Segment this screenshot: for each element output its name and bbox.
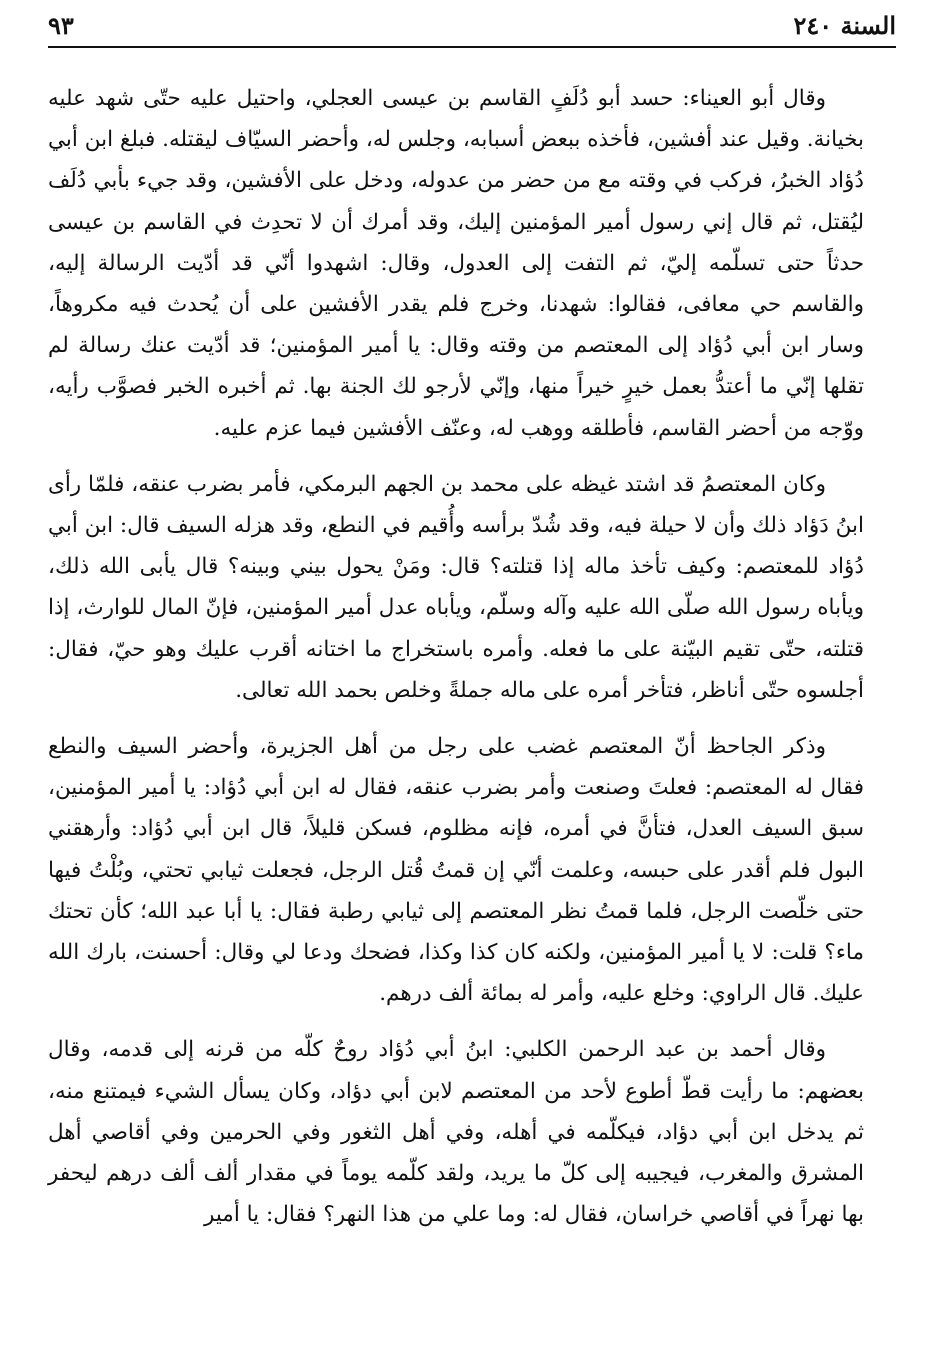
paragraph: وذكر الجاحظ أنّ المعتصم غضب على رجل من أهل الجزيرة، وأحضر السيف والنطع فقال له المعتصم: فعلتَ وصنعت وأمر بضرب عنقه، فقال له ابن أبي دُؤاد: يا أمير المؤمنين، سبق السيف العدل، فتأنَّ في أمره، فإنه مظلوم، فسكن قليلاً، قال ابن أبي دُؤاد: وأرهقني البول فلم أقدر على حبسه، وعلمت أنّي إن قمتُ قُتل الرجل، فجعلت ثيابي تحتي، وبُلْتُ فيها حتى خلّصت الرجل، فلما قمتُ نظر المعتصم إلى ثيابي رطبة فقال: يا أبا عبد الله؛ كأن تحتك ماء؟ قلت: لا يا أمير المؤمنين، ولكنه كان كذا وكذا، فضحك ودعا لي وقال: أحسنت، بارك الله عليك. قال الراوي: وخلع عليه، وأمر له بمائة ألف درهم. [48, 734, 864, 1007]
running-title: السنة ٢٤٠ [793, 10, 896, 40]
header-rule [48, 46, 896, 48]
body-text [48, 78, 864, 1235]
page-number: ٩٣ [48, 10, 74, 40]
page-header [48, 4, 896, 46]
paragraph: وقال أبو العيناء: حسد أبو دُلَفٍ القاسم بن عيسى العجلي، واحتيل عليه حتّى شهد عليه بخيانة. وقيل عند أفشين، فأخذه ببعض أسبابه، وجلس له، وأحضر السيّاف ليقتله. فبلغ ابن أبي دُؤاد الخبرُ، فركب في وقته مع من حضر من عدوله، ودخل على الأفشين، وقد جيء بأبي دُلَف ليُقتل، ثم قال إني رسول أمير المؤمنين إليك، وقد أمرك أن لا تحدِث في القاسم بن عيسى حدثاً حتى تسلّمه إليّ، ثم التفت إلى العدول، وقال: اشهدوا أنّي قد أدّيت الرسالة إليه، والقاسم حي معافى، فقالوا: شهدنا، وخرج فلم يقدر الأفشين على أن يُحدث فيه مكروهاً، وسار ابن أبي دُؤاد إلى المعتصم من وقته وقال: يا أمير المؤمنين؛ قد أدّيت عنك رسالة لم تقلها إنّي ما أعتدُّ بعمل خيرٍ خيراً منها، وإنّي لأرجو لك الجنة بها. ثم أخبره الخبر فصوَّب رأيه، ووّجه من أحضر القاسم، فأطلقه ووهب له، وعنّف الأفشين فيما عزم عليه. [48, 86, 864, 441]
paragraph: وكان المعتصمُ قد اشتد غيظه على محمد بن الجهم البرمكي، فأمر بضرب عنقه، فلمّا رأى ابنُ دَؤاد ذلك وأن لا حيلة فيه، وقد شُدّ برأسه وأُقيم في النطع، وقد هزله السيف قال: ابن أبي دُؤاد للمعتصم: وكيف تأخذ ماله إذا قتلته؟ قال: ومَنْ يحول بيني وبينه؟ قال يأبى الله ذلك، ويأباه رسول الله صلّى الله عليه وآله وسلّم، ويأباه عدل أمير المؤمنين، فإنّ المال للوارث، إذا قتلته، حتّى تقيم البيّنة على ما فعله. وأمره باستخراج ما اختانه أقرب عليك وهو حيّ، فقال: أجلسوه حتّى أناظر، فتأخر أمره على ماله جملةً وخلص بحمد الله تعالى. [48, 471, 864, 703]
paragraph: وقال أحمد بن عبد الرحمن الكلبي: ابنُ أبي دُؤاد روحٌ كلّه من قرنه إلى قدمه، وقال بعضهم: ما رأيت قطّ أطوع لأحد من المعتصم لابن أبي دؤاد، وكان يسأل الشيء فيمتنع منه، ثم يدخل ابن أبي دؤاد، فيكلّمه في أهله، وفي أهل الثغور وفي الحرمين وفي أقاصي أهل المشرق والمغرب، فيجيبه إلى كلّ ما يريد، ولقد كلّمه يوماً في مقدار ألف ألف درهم ليحفر بها نهراً في أقاصي خراسان، فقال له: وما علي من هذا النهر؟ فقال: يا أمير [48, 1037, 864, 1228]
